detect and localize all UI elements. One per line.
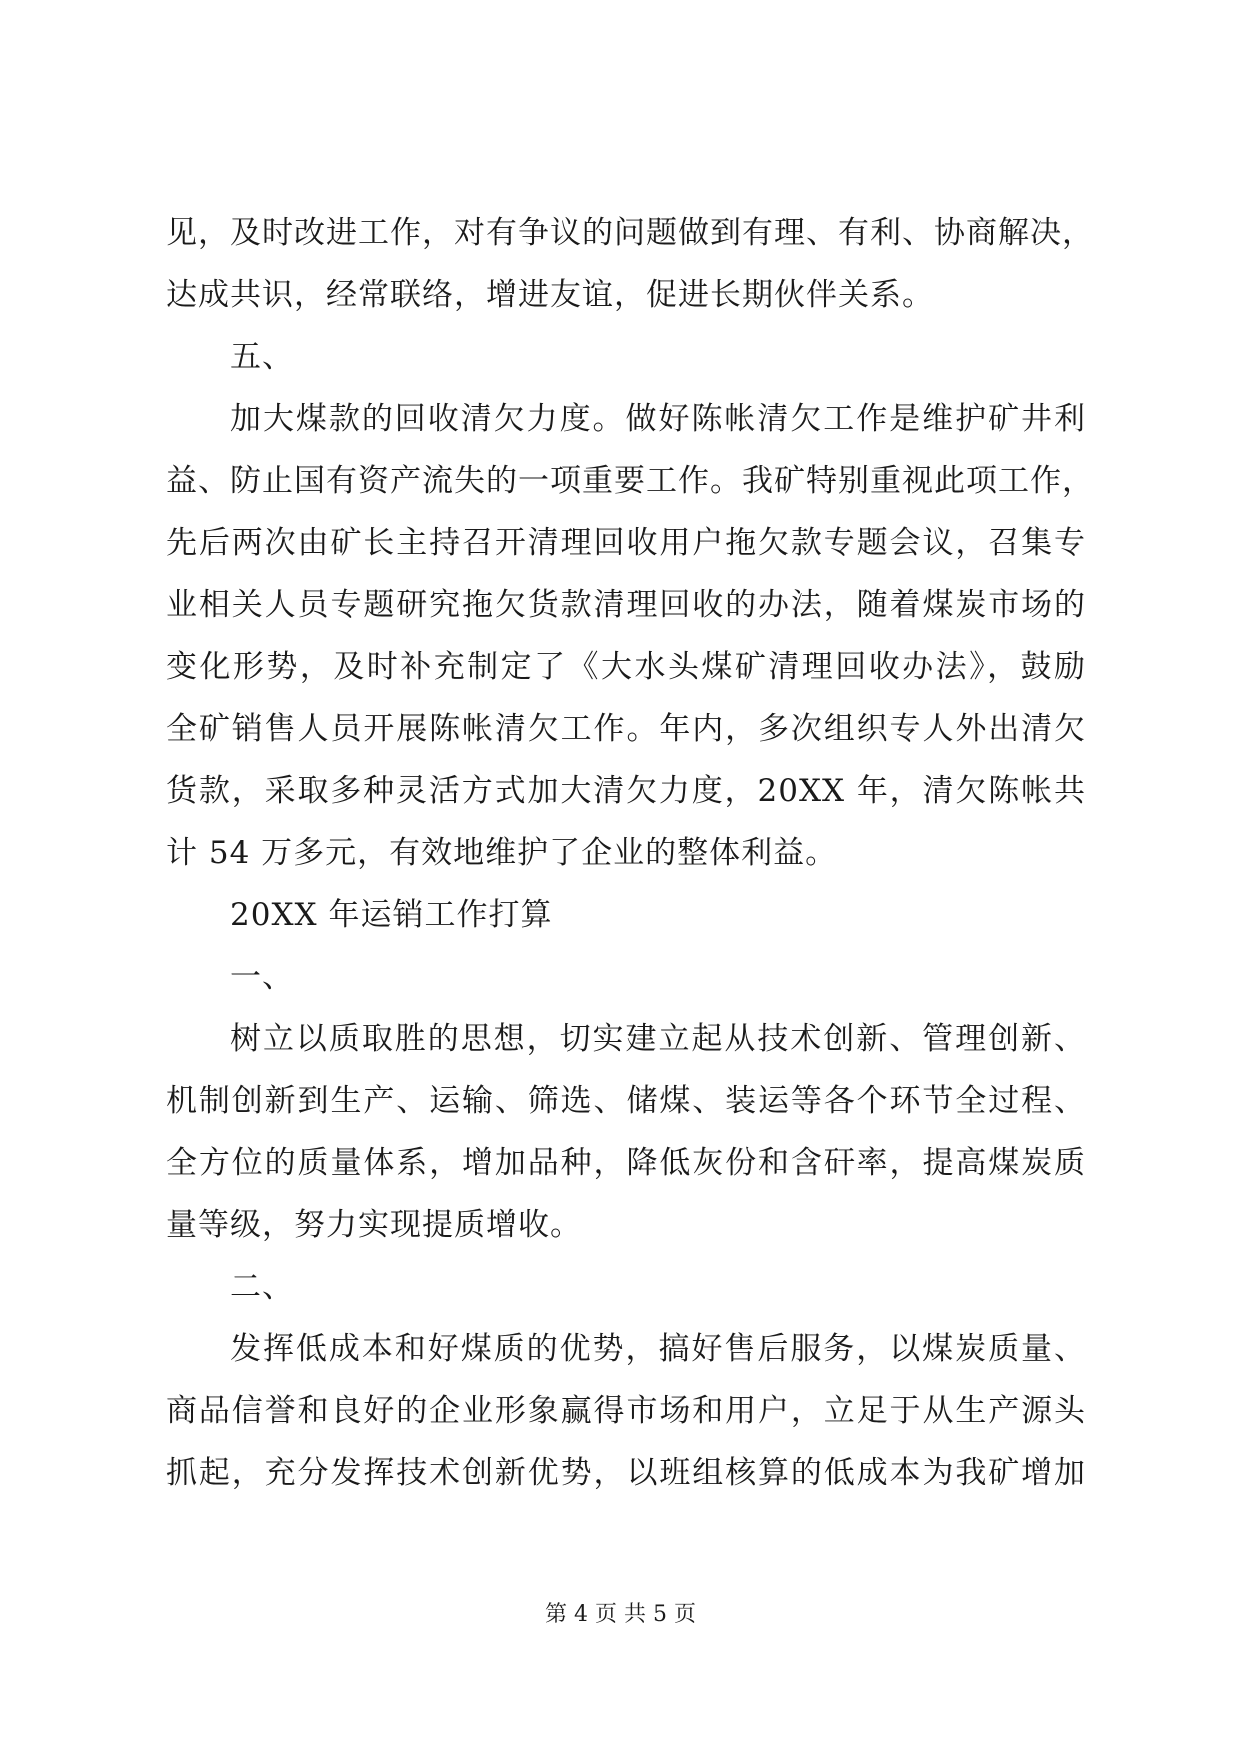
document-body — [166, 202, 1094, 1504]
text-line: 抓起，充分发挥技术创新优势，以班组核算的低成本为我矿增加 — [166, 1455, 1086, 1491]
section-heading: 一、 — [230, 959, 294, 995]
text-line: 先后两次由矿长主持召开清理回收用户拖欠款专题会议，召集专 — [166, 525, 1086, 561]
text-line: 商品信誉和良好的企业形象赢得市场和用户，立足于从生产源头 — [166, 1393, 1086, 1429]
section-heading: 五、 — [230, 339, 294, 375]
text-line: 全矿销售人员开展陈帐清欠工作。年内，多次组织专人外出清欠 — [166, 711, 1086, 747]
text-line: 益、防止国有资产流失的一项重要工作。我矿特别重视此项工作， — [166, 463, 1094, 499]
text-line: 加大煤款的回收清欠力度。做好陈帐清欠工作是维护矿井利 — [230, 401, 1086, 437]
text-line: 机制创新到生产、运输、筛选、储煤、装运等各个环节全过程、 — [166, 1083, 1086, 1119]
text-line: 货款，采取多种灵活方式加大清欠力度，20XX 年，清欠陈帐共 — [166, 773, 1086, 809]
text-line: 全方位的质量体系，增加品种，降低灰份和含矸率，提高煤炭质 — [166, 1145, 1086, 1181]
text-line: 业相关人员专题研究拖欠货款清理回收的办法，随着煤炭市场的 — [166, 587, 1086, 623]
text-line: 树立以质取胜的思想，切实建立起从技术创新、管理创新、 — [230, 1021, 1086, 1057]
text-line: 达成共识，经常联络，增进友谊，促进长期伙伴关系。 — [166, 277, 934, 313]
section-heading: 二、 — [230, 1269, 294, 1305]
text-line: 量等级，努力实现提质增收。 — [166, 1207, 582, 1243]
text-line: 见，及时改进工作，对有争议的问题做到有理、有利、协商解决， — [166, 215, 1094, 251]
text-line: 计 54 万多元，有效地维护了企业的整体利益。 — [166, 835, 838, 871]
page-number: 第 4 页 共 5 页 — [545, 1602, 696, 1627]
text-line: 变化形势，及时补充制定了《大水头煤矿清理回收办法》，鼓励 — [166, 649, 1086, 685]
text-line: 发挥低成本和好煤质的优势，搞好售后服务，以煤炭质量、 — [230, 1331, 1086, 1367]
section-title: 20XX 年运销工作打算 — [230, 897, 553, 933]
